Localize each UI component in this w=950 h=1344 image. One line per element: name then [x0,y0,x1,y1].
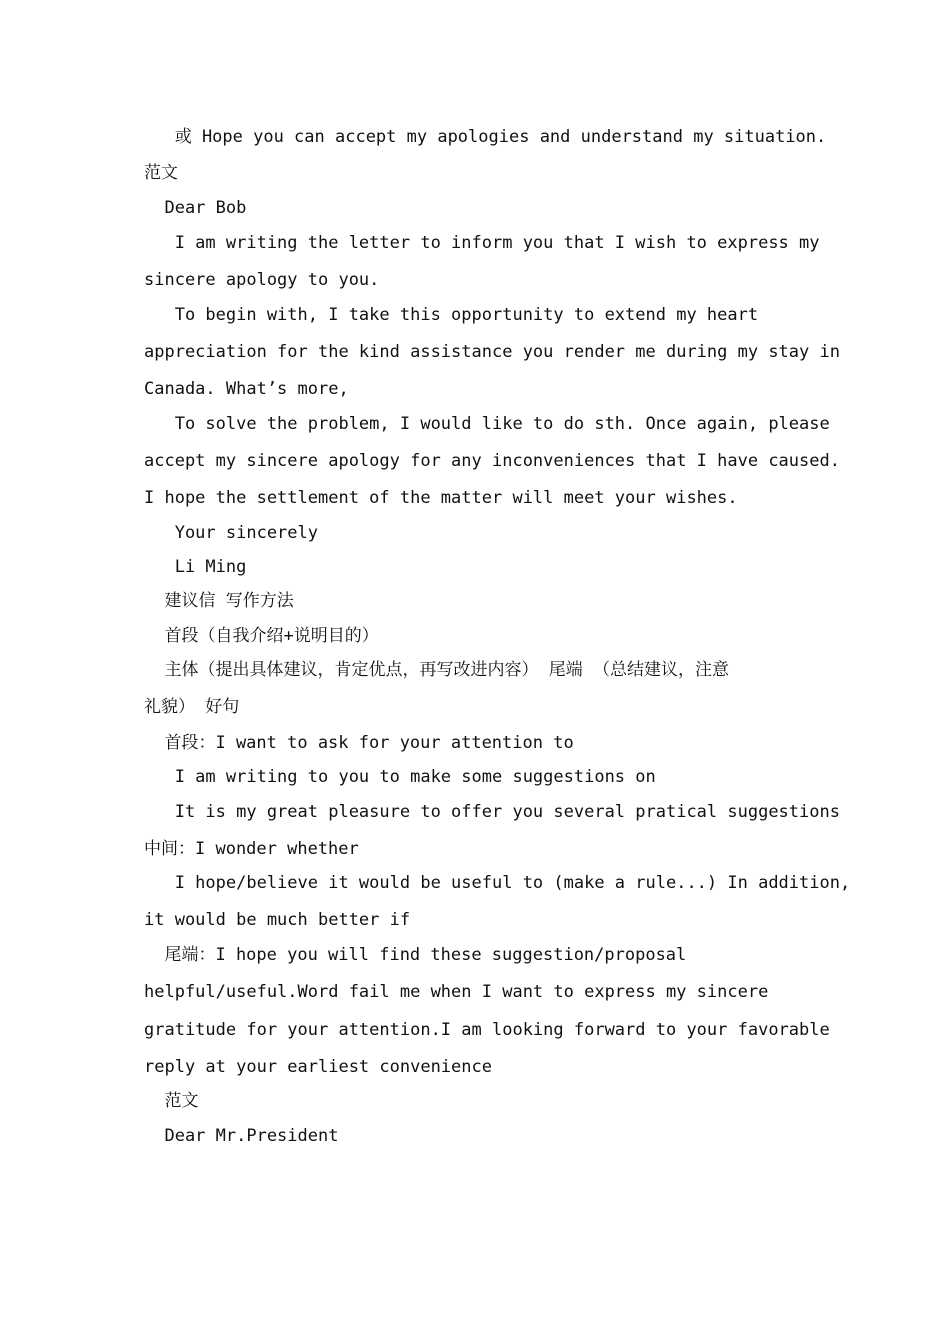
text-line: accept my sincere apology for any inconveniences that I have caused. [144,451,840,471]
text-line: 范文 [144,1091,199,1111]
text-line: 或 Hope you can accept my apologies and understand my situation. [144,127,827,147]
text-line: I am writing the letter to inform you that I wish to express my [144,233,820,253]
text-line: To begin with, I take this opportunity to extend my heart [144,305,759,325]
text-line: 主体（提出具体建议，肯定优点，再写改进内容） 尾端 （总结建议，注意 [144,660,729,680]
text-line: 范文 [144,163,178,183]
text-line: appreciation for the kind assistance you render me during my stay in [144,342,840,362]
text-line: reply at your earliest convenience [144,1057,492,1077]
text-line: helpful/useful.Word fail me when I want to express my sincere [144,982,769,1002]
text-line: sincere apology to you. [144,270,380,290]
text-line: Your sincerely [144,523,318,543]
text-line: 首段：I want to ask for your attention to [144,733,574,753]
text-line: Dear Bob [144,198,247,218]
text-line: gratitude for your attention.I am looking forward to your favorable [144,1020,830,1040]
text-line: 中间：I wonder whether [144,839,359,859]
text-line: 建议信 写作方法 [144,591,294,611]
text-line: To solve the problem, I would like to do sth. Once again, please [144,414,830,434]
text-line: It is my great pleasure to offer you several pratical suggestions [144,802,840,822]
text-line: it would be much better if [144,910,411,930]
text-line: I hope the settlement of the matter will meet your wishes. [144,488,738,508]
text-line: 礼貌） 好句 [144,697,240,717]
text-line: Canada. What’s more, [144,379,349,399]
text-line: Dear Mr.President [144,1126,339,1146]
text-line: Li Ming [144,557,247,577]
text-line: I hope/believe it would be useful to (make a rule...) In addition, [144,873,851,893]
text-line: 尾端：I hope you will find these suggestion/proposal [144,945,687,965]
text-line: I am writing to you to make some suggestions on [144,767,656,787]
text-line: 首段（自我介绍+说明目的） [144,626,379,646]
